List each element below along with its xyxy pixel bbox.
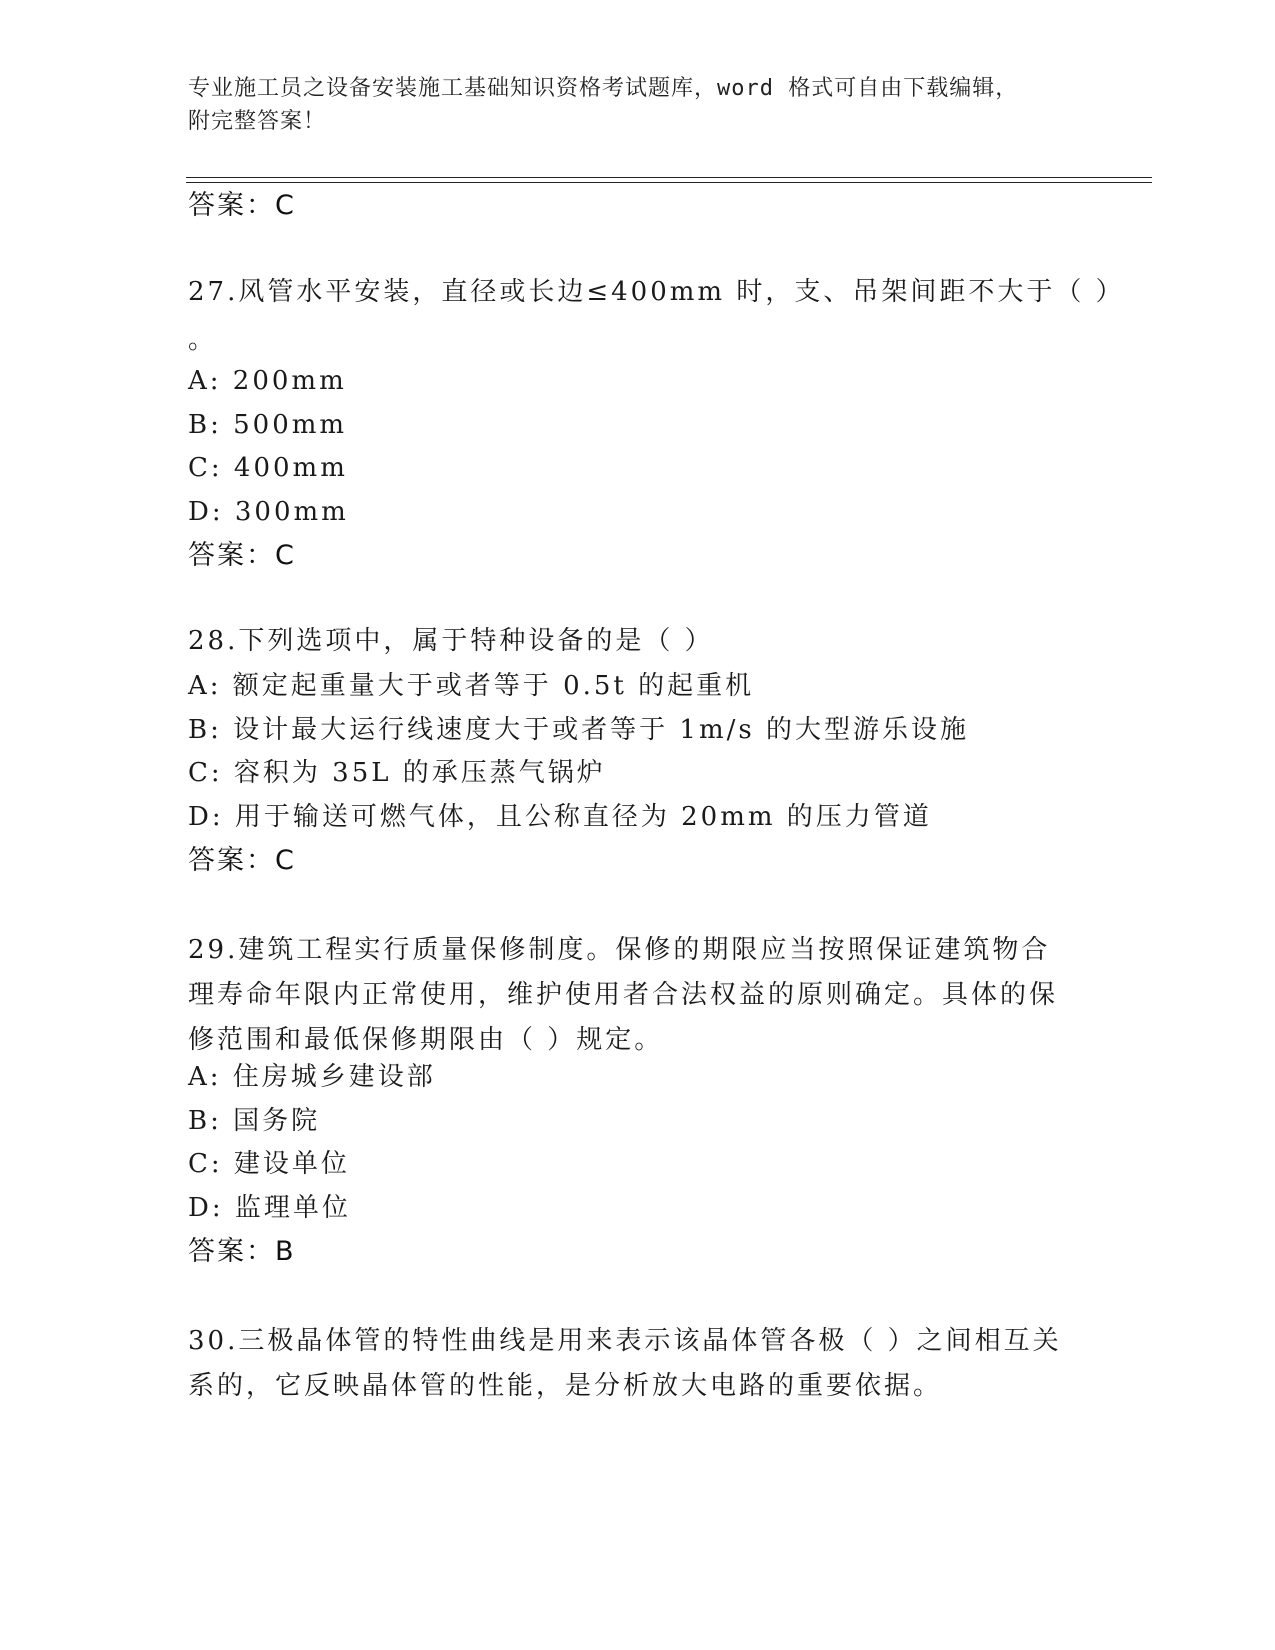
question-27-stem-tail: 。	[188, 325, 215, 355]
question-28-option-c: C: 容积为 35L 的承压蒸气锅炉	[188, 758, 606, 788]
answer-previous: 答案：C	[188, 190, 296, 221]
header-rule-bottom	[186, 182, 1152, 183]
document-header	[188, 72, 1108, 138]
question-30-stem: 30.三极晶体管的特性曲线是用来表示该晶体管各极（ ）之间相互关系的，它反映晶体管的性能，是分析放大电路的重要依据。	[188, 1326, 1062, 1401]
question-29-stem: 29.建筑工程实行质量保修制度。保修的期限应当按照保证建筑物合理寿命年限内正常使用，维护使用者合法权益的原则确定。具体的保修范围和最低保修期限由（ ）规定。	[188, 935, 1059, 1055]
answer-27: 答案：C	[188, 540, 296, 571]
question-27-option-d: D: 300mm	[188, 497, 349, 527]
question-28-option-a: A: 额定起重量大于或者等于 0.5t 的起重机	[188, 671, 755, 701]
question-29-option-b: B: 国务院	[188, 1106, 321, 1136]
question-29-option-d: D: 监理单位	[188, 1193, 351, 1223]
question-27-option-c: C: 400mm	[188, 453, 348, 483]
question-28-option-d: D: 用于输送可燃气体，且公称直径为 20mm 的压力管道	[188, 802, 932, 832]
question-27-option-b: B: 500mm	[188, 410, 348, 440]
question-28-stem: 28.下列选项中，属于特种设备的是（ ）	[188, 626, 714, 656]
question-28-option-b: B: 设计最大运行线速度大于或者等于 1m/s 的大型游乐设施	[188, 715, 969, 745]
header-line-1: 专业施工员之设备安装施工基础知识资格考试题库，word 格式可自由下载编辑，	[188, 76, 1019, 101]
question-29-option-a: A: 住房城乡建设部	[188, 1062, 436, 1092]
answer-28: 答案：C	[188, 845, 296, 876]
header-line-2: 附完整答案！	[188, 109, 327, 134]
question-27-option-a: A: 200mm	[188, 366, 347, 396]
question-29-option-c: C: 建设单位	[188, 1149, 350, 1179]
question-27-stem: 27.风管水平安装，直径或长边≤400mm 时，支、吊架间距不大于（ ）	[188, 277, 1125, 307]
answer-29: 答案：B	[188, 1236, 296, 1267]
header-rule-top	[186, 177, 1152, 178]
